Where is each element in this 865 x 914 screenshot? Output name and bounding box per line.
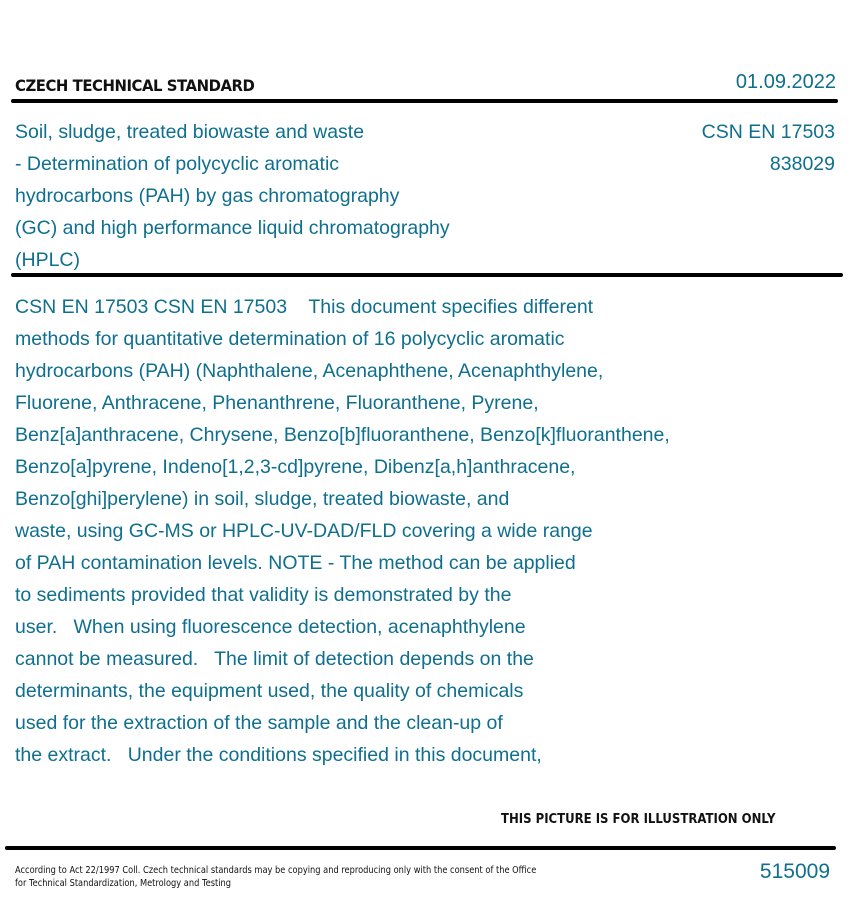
abstract-line: Fluorene, Anthracene, Phenanthrene, Fluoranthene, Pyrene, [15, 392, 539, 414]
title-line: - Determination of polycyclic aromatic [15, 153, 340, 175]
standard-number: CSN EN 17503 [701, 121, 835, 143]
title-line: hydrocarbons (PAH) by gas chromatography [15, 185, 400, 207]
legal-line: for Technical Standardization, Metrology and Testing [15, 878, 232, 889]
abstract-line: of PAH contamination levels. NOTE - The method can be applied [15, 552, 576, 574]
title-line: (HPLC) [15, 249, 81, 271]
title-divider [11, 273, 843, 277]
abstract-line: Benz[a]anthracene, Chrysene, Benzo[b]fluoranthene, Benzo[k]fluoranthene, [15, 424, 670, 446]
abstract-line: Benzo[a]pyrene, Indeno[1,2,3-cd]pyrene, Dibenz[a,h]anthracene, [15, 456, 576, 478]
footer-code: 515009 [759, 860, 830, 883]
abstract-line: the extract. Under the conditions specified in this document, [15, 744, 542, 766]
abstract-line: determinants, the equipment used, the quality of chemicals [15, 680, 524, 702]
standard-title [15, 116, 535, 276]
abstract-line: cannot be measured. The limit of detection depends on the [15, 648, 534, 670]
abstract-line: hydrocarbons (PAH) (Naphthalene, Acenaphthene, Acenaphthylene, [15, 360, 604, 382]
header-divider [11, 99, 838, 103]
footer-divider [5, 846, 836, 850]
abstract-line: Benzo[ghi]perylene) in soil, sludge, treated biowaste, and [15, 488, 510, 510]
publication-date: 01.09.2022 [735, 71, 836, 93]
standard-type-label: CZECH TECHNICAL STANDARD [15, 76, 255, 95]
abstract-line: user. When using fluorescence detection, acenaphthylene [15, 616, 526, 638]
standard-codes [702, 116, 835, 180]
abstract-line: to sediments provided that validity is demonstrated by the [15, 584, 512, 606]
abstract-line: used for the extraction of the sample and the clean-up of [15, 712, 503, 734]
abstract-line: CSN EN 17503 CSN EN 17503 This document specifies different [15, 296, 594, 318]
abstract-line: waste, using GC-MS or HPLC-UV-DAD/FLD covering a wide range [15, 520, 593, 542]
legal-notice [15, 864, 536, 890]
illustration-disclaimer: THIS PICTURE IS FOR ILLUSTRATION ONLY [501, 812, 776, 827]
title-line: Soil, sludge, treated biowaste and waste [15, 121, 365, 143]
abstract-line: methods for quantitative determination of 16 polycyclic aromatic [15, 328, 565, 350]
classification-code: 838029 [769, 153, 835, 175]
title-line: (GC) and high performance liquid chromatography [15, 217, 450, 239]
abstract-text [15, 291, 670, 771]
legal-line: According to Act 22/1997 Coll. Czech technical standards may be copying and reproducing only with the consent of the Office [15, 865, 537, 876]
